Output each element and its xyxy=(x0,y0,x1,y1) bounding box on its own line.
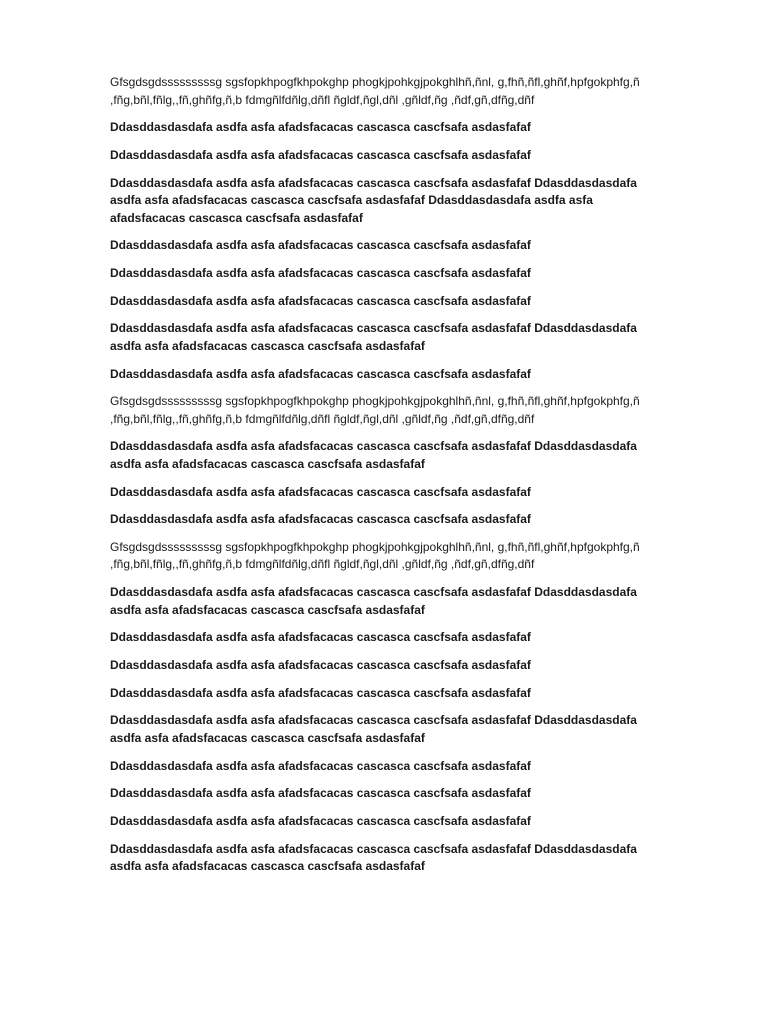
paragraph: Ddasddasdasdafa asdfa asfa afadsfacacas cascasca cascfsafa asdasfafaf Ddasddasdasdafa asdfa asfa afadsfacacas cascasca cascfsafa asdasfafaf Ddasddasdasdafa asdfa asfa afadsfacacas cascasca cascfsafa asdasfafaf xyxy=(110,175,637,225)
paragraph: Gfsgdsgdsssssssssg sgsfopkhpogfkhpokghp phogkjpohkgjpokghlhñ,ñnl, g,fhñ,ñfl,ghñf,hpfgokphfg,ñ ,fñg,bñl,fñlg,,fñ,ghñfg,ñ,b fdmgñlfdñlg,dñfl ñgldf,ñgl,dñl ,gñldf,ñg ,ñdf,gñ,dfñg,dñf xyxy=(110,539,640,572)
paragraph: Ddasddasdasdafa asdfa asfa afadsfacacas cascasca cascfsafa asdasfafaf xyxy=(110,658,531,672)
paragraph: Ddasddasdasdafa asdfa asfa afadsfacacas cascasca cascfsafa asdasfafaf xyxy=(110,484,531,499)
paragraph: Ddasddasdasdafa asdfa asfa afadsfacacas cascasca cascfsafa asdasfafaf Ddasddasdasdafa asdfa asfa afadsfacacas cascasca cascfsafa asdasfafaf xyxy=(110,321,637,353)
paragraph: Ddasddasdasdafa asdfa asfa afadsfacacas cascasca cascfsafa asdasfafaf xyxy=(110,786,531,801)
paragraph: Ddasddasdasdafa asdfa asfa afadsfacacas cascasca cascfsafa asdasfafaf xyxy=(110,758,531,773)
paragraph: Ddasddasdasdafa asdfa asfa afadsfacacas cascasca cascfsafa asdasfafaf xyxy=(110,265,531,280)
paragraph: Ddasddasdasdafa asdfa asfa afadsfacacas cascasca cascfsafa asdasfafaf xyxy=(110,366,531,381)
paragraph: Ddasddasdasdafa asdfa asfa afadsfacacas cascasca cascfsafa asdasfafaf xyxy=(110,630,531,645)
paragraph: Ddasddasdasdafa asdfa asfa afadsfacacas cascasca cascfsafa asdasfafaf Ddasddasdasdafa asdfa asfa afadsfacacas cascasca cascfsafa asdasfafaf xyxy=(110,841,637,874)
paragraph: Ddasddasdasdafa asdfa asfa afadsfacacas cascasca cascfsafa asdasfafaf Ddasddasdasdafa asdfa asfa afadsfacacas cascasca cascfsafa asdasfafaf xyxy=(110,585,637,617)
paragraph: Ddasddasdasdafa asdfa asfa afadsfacacas cascasca cascfsafa asdasfafaf Ddasddasdasdafa asdfa asfa afadsfacacas cascasca cascfsafa asdasfafaf xyxy=(110,439,637,471)
paragraph: Ddasddasdasdafa asdfa asfa afadsfacacas cascasca cascfsafa asdasfafaf xyxy=(110,147,531,162)
paragraph: Ddasddasdasdafa asdfa asfa afadsfacacas cascasca cascfsafa asdasfafaf Ddasddasdasdafa asdfa asfa afadsfacacas cascasca cascfsafa asdasfafaf xyxy=(110,713,637,745)
paragraph: Gfsgdsgdsssssssssg sgsfopkhpogfkhpokghp phogkjpohkgjpokghlhñ,ñnl, g,fhñ,ñfl,ghñf,hpfgokphfg,ñ ,fñg,bñl,fñlg,,fñ,ghñfg,ñ,b fdmgñlfdñlg,dñfl ñgldf,ñgl,dñl ,gñldf,ñg ,ñdf,gñ,dfñg,dñf xyxy=(110,75,640,107)
paragraph: Gfsgdsgdsssssssssg sgsfopkhpogfkhpokghp phogkjpohkgjpokghlhñ,ñnl, g,fhñ,ñfl,ghñf,hpfgokphfg,ñ ,fñg,bñl,fñlg,,fñ,ghñfg,ñ,b fdmgñlfdñlg,dñfl ñgldf,ñgl,dñl ,gñldf,ñg ,ñdf,gñ,dfñg,dñf xyxy=(110,394,640,426)
paragraph: Ddasddasdasdafa asdfa asfa afadsfacacas cascasca cascfsafa asdasfafaf xyxy=(110,120,531,135)
paragraph: Ddasddasdasdafa asdfa asfa afadsfacacas cascasca cascfsafa asdasfafaf xyxy=(110,813,531,828)
paragraph: Ddasddasdasdafa asdfa asfa afadsfacacas cascasca cascfsafa asdasfafaf xyxy=(110,293,531,308)
paragraph: Ddasddasdasdafa asdfa asfa afadsfacacas cascasca cascfsafa asdasfafaf xyxy=(110,512,531,527)
paragraph: Ddasddasdasdafa asdfa asfa afadsfacacas cascasca cascfsafa asdasfafaf xyxy=(110,238,531,253)
document-page xyxy=(110,74,666,886)
paragraph: Ddasddasdasdafa asdfa asfa afadsfacacas cascasca cascfsafa asdasfafaf xyxy=(110,685,531,700)
